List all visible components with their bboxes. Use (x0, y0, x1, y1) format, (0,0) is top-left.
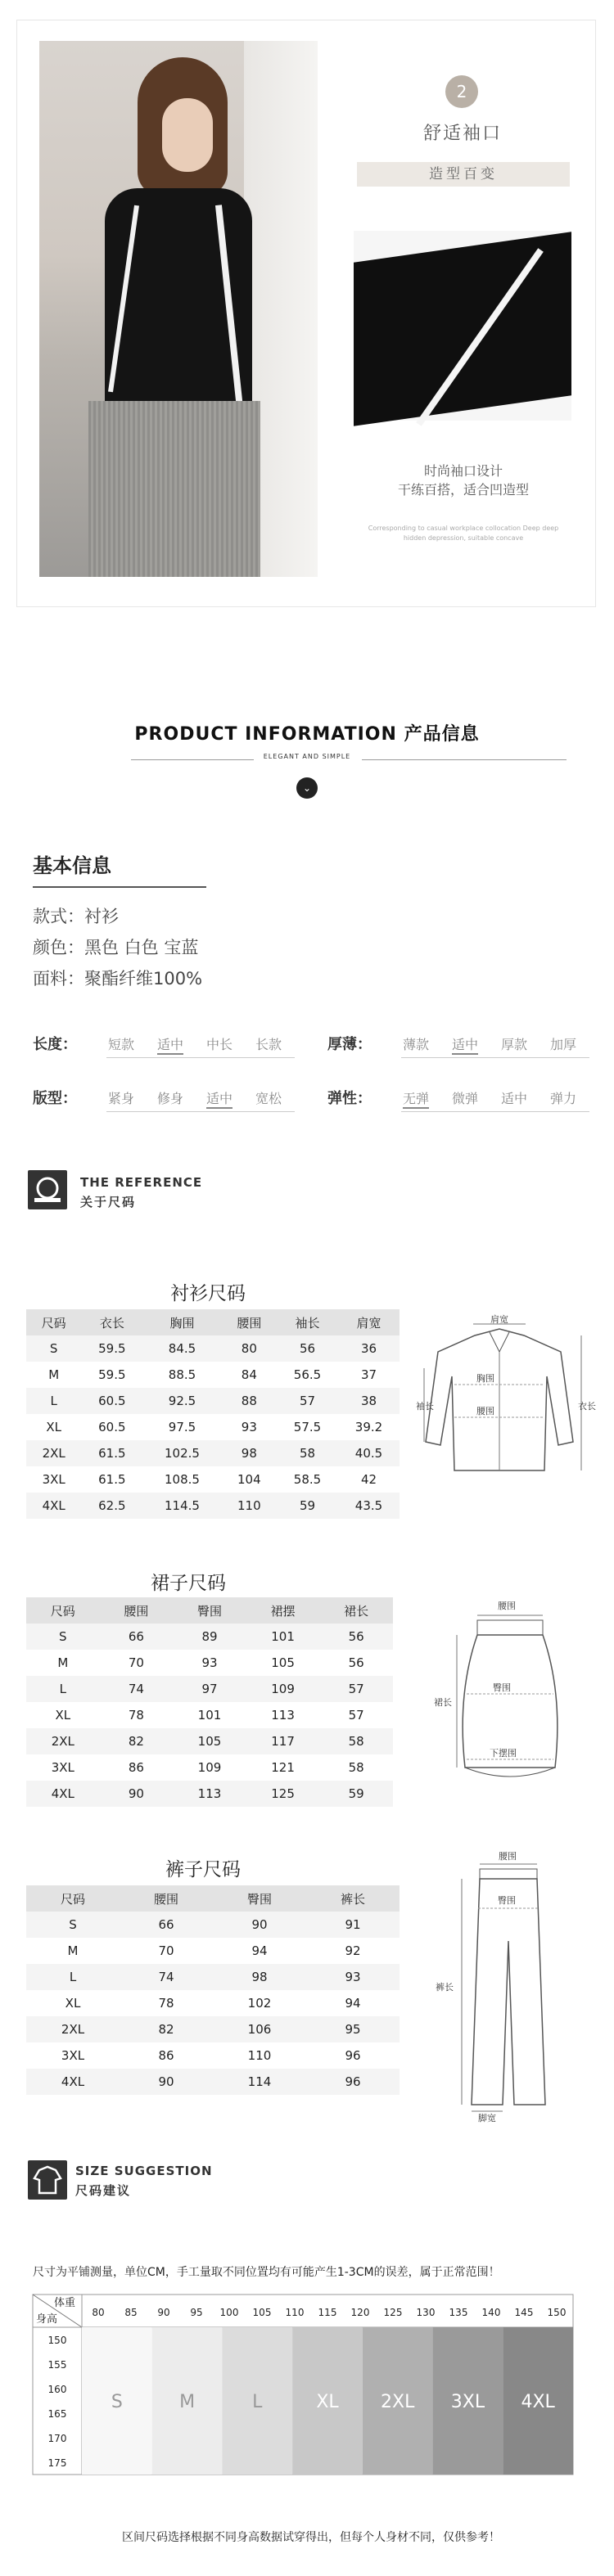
diagram-label: 袖长 (416, 1401, 434, 1412)
table-row (26, 1938, 400, 1964)
size-band-label: 2XL (381, 2392, 415, 2412)
table-cell: S (26, 1912, 120, 1938)
table-cell: XL (26, 1414, 81, 1440)
column-header: 腰围 (120, 1885, 213, 1912)
table-cell: 66 (120, 1912, 213, 1938)
table-row (26, 1728, 393, 1754)
divider (106, 1111, 295, 1112)
table-cell: 39.2 (338, 1414, 400, 1440)
weight-label: 120 (350, 2307, 370, 2318)
weight-label: 80 (92, 2307, 105, 2318)
table-row (26, 1493, 400, 1519)
product-info-subtitle: ELEGANT AND SIMPLE (263, 753, 351, 760)
diagram-label: 裙长 (434, 1697, 452, 1708)
table-cell: M (26, 1938, 120, 1964)
table-cell: XL (26, 1702, 100, 1728)
attribute-option: 弹力 (550, 1091, 577, 1106)
divider (401, 1111, 589, 1112)
diagram-label: 臀围 (493, 1682, 511, 1693)
table-cell: 92.5 (142, 1388, 221, 1414)
feature-tiny-text: Corresponding to casual workplace collocation Deep deep hidden depression, suitable concave (368, 525, 559, 542)
weight-label: 115 (318, 2307, 337, 2318)
table-cell: 90 (100, 1781, 174, 1807)
divider (106, 1057, 295, 1058)
size-suggestion-grid (33, 2295, 573, 2499)
table-cell: 113 (246, 1702, 320, 1728)
attribute-option: 宽松 (255, 1091, 282, 1106)
height-label: 165 (47, 2408, 67, 2420)
attribute-label: 弹性： (327, 1090, 372, 1107)
table-cell: 98 (213, 1964, 306, 1990)
table-cell: 40.5 (338, 1440, 400, 1466)
table-cell: 84 (222, 1362, 277, 1388)
table-cell: 101 (246, 1624, 320, 1650)
diagram-label: 腰围 (499, 1851, 517, 1862)
table-cell: 4XL (26, 1493, 81, 1519)
table-row (26, 1335, 400, 1362)
divider (401, 1057, 589, 1058)
table-row (26, 1754, 393, 1781)
column-header: 尺码 (26, 1885, 120, 1912)
model-photo (39, 41, 318, 577)
skirt-size-table (26, 1597, 393, 1807)
table-header-row (26, 1597, 393, 1624)
weight-label: 150 (547, 2307, 567, 2318)
table-row (26, 1781, 393, 1807)
table-cell: 90 (120, 2069, 213, 2095)
table-cell: 109 (246, 1676, 320, 1702)
table-cell: 95 (306, 2016, 400, 2042)
attribute-option: 微弹 (452, 1091, 479, 1106)
photo-face (162, 98, 213, 172)
column-header: 尺码 (26, 1309, 81, 1335)
size-band-label: M (179, 2392, 196, 2412)
table-row (26, 2016, 400, 2042)
table-cell: 56 (277, 1335, 338, 1362)
diagram-label: 胸围 (476, 1373, 494, 1384)
height-label: 170 (47, 2433, 67, 2444)
basic-style: 款式：衬衫 (33, 907, 119, 926)
table-cell: 70 (120, 1938, 213, 1964)
reference-note: 区间尺码选择根据不同身高数据试穿得出，但每个人身材不同，仅供参考！ (122, 2531, 500, 2544)
weight-label: 90 (157, 2307, 170, 2318)
table-cell: 86 (100, 1754, 174, 1781)
divider (362, 759, 567, 760)
table-cell: S (26, 1624, 100, 1650)
table-row (26, 1702, 393, 1728)
cuff-black-sleeve (354, 232, 571, 426)
table-header-row (26, 1309, 400, 1335)
column-header: 裤长 (306, 1885, 400, 1912)
hanger-shirt-icon (28, 2160, 67, 2200)
diagram-label: 下摆围 (490, 1748, 517, 1759)
divider (131, 759, 254, 760)
table-cell: 62.5 (81, 1493, 142, 1519)
table-cell: 102 (213, 1990, 306, 2016)
attribute-option: 适中 (157, 1034, 183, 1055)
column-header: 袖长 (277, 1309, 338, 1335)
weight-label: 125 (383, 2307, 403, 2318)
table-cell: 2XL (26, 1728, 100, 1754)
table-row (26, 1964, 400, 1990)
table-cell: 97 (173, 1676, 246, 1702)
table-cell: 94 (306, 1990, 400, 2016)
table-row (26, 2042, 400, 2069)
diagram-label: 臀围 (498, 1895, 516, 1906)
column-header: 尺码 (26, 1597, 100, 1624)
table-cell: 61.5 (81, 1466, 142, 1493)
table-cell: 92 (306, 1938, 400, 1964)
table-cell: 58 (319, 1728, 393, 1754)
table-cell: 3XL (26, 2042, 120, 2069)
attribute-fit (33, 1083, 295, 1116)
table-cell: 60.5 (81, 1414, 142, 1440)
table-cell: 43.5 (338, 1493, 400, 1519)
table-cell: 70 (100, 1650, 174, 1676)
table-cell: 96 (306, 2069, 400, 2095)
table-cell: 102.5 (142, 1440, 221, 1466)
chevron-down-icon[interactable]: ⌄ (296, 777, 318, 799)
reference-subtitle: 关于尺码 (80, 1195, 137, 1209)
column-header: 臀围 (213, 1885, 306, 1912)
height-label: 175 (47, 2457, 67, 2469)
table-cell: 37 (338, 1362, 400, 1388)
table-cell: 104 (222, 1466, 277, 1493)
attribute-option: 薄款 (403, 1037, 430, 1052)
table-cell: 84.5 (142, 1335, 221, 1362)
basic-color: 颜色：黑色 白色 宝蓝 (33, 938, 199, 957)
tape-measure-icon (28, 1170, 67, 1209)
table-cell: 89 (173, 1624, 246, 1650)
table-cell: 2XL (26, 1440, 81, 1466)
table-cell: 4XL (26, 2069, 120, 2095)
weight-label: 110 (285, 2307, 305, 2318)
table-row (26, 1414, 400, 1440)
table-cell: 74 (120, 1964, 213, 1990)
table-cell: 38 (338, 1388, 400, 1414)
table-row (26, 1388, 400, 1414)
attribute-option: 无弹 (403, 1088, 429, 1109)
attribute-option: 适中 (452, 1034, 478, 1055)
skirt-table-title: 裙子尺码 (151, 1573, 226, 1594)
attribute-label: 版型： (33, 1090, 77, 1107)
table-row (26, 1624, 393, 1650)
table-row (26, 1362, 400, 1388)
size-suggestion-subtitle: 尺码建议 (75, 2183, 132, 2198)
table-cell: 109 (173, 1754, 246, 1781)
diagram-label: 衣长 (578, 1401, 596, 1412)
attribute-option: 适中 (501, 1091, 528, 1106)
attribute-label: 长度： (33, 1036, 77, 1053)
table-cell: 56 (319, 1624, 393, 1650)
table-cell: 90 (213, 1912, 306, 1938)
attribute-label: 厚薄： (327, 1036, 372, 1053)
table-cell: 88.5 (142, 1362, 221, 1388)
table-row (26, 2069, 400, 2095)
attribute-option: 厚款 (501, 1037, 528, 1052)
pants-diagram (431, 1851, 586, 2121)
diagram-label: 肩宽 (490, 1314, 508, 1325)
corner-height-label: 身高 (36, 2313, 58, 2326)
attribute-option: 短款 (108, 1037, 135, 1052)
table-cell: M (26, 1362, 81, 1388)
weight-label: 105 (252, 2307, 272, 2318)
table-cell: 57 (277, 1388, 338, 1414)
table-cell: L (26, 1388, 81, 1414)
table-cell: 98 (222, 1440, 277, 1466)
table-cell: 93 (173, 1650, 246, 1676)
table-cell: 88 (222, 1388, 277, 1414)
diagram-label: 腰围 (476, 1406, 494, 1416)
table-cell: 91 (306, 1912, 400, 1938)
basic-fabric: 面料：聚酯纤维100% (33, 969, 203, 989)
table-cell: 56.5 (277, 1362, 338, 1388)
table-cell: 4XL (26, 1781, 100, 1807)
table-cell: 59 (277, 1493, 338, 1519)
table-cell: L (26, 1676, 100, 1702)
size-suggestion-title: SIZE SUGGESTION (75, 2164, 213, 2178)
table-cell: 57.5 (277, 1414, 338, 1440)
table-cell: XL (26, 1990, 120, 2016)
table-cell: 101 (173, 1702, 246, 1728)
attribute-elasticity (327, 1083, 589, 1116)
table-cell: 97.5 (142, 1414, 221, 1440)
column-header: 腰围 (222, 1309, 277, 1335)
table-cell: 74 (100, 1676, 174, 1702)
column-header: 裙摆 (246, 1597, 320, 1624)
table-cell: 93 (306, 1964, 400, 1990)
table-cell: 121 (246, 1754, 320, 1781)
table-cell: 117 (246, 1728, 320, 1754)
table-cell: 59.5 (81, 1362, 142, 1388)
table-cell: 61.5 (81, 1440, 142, 1466)
feature-desc-line2: 干练百搭，适合凹造型 (397, 482, 529, 498)
table-row (26, 1466, 400, 1493)
product-info-title: PRODUCT INFORMATION 产品信息 (134, 724, 480, 745)
height-label: 155 (47, 2359, 67, 2371)
size-band-label: L (252, 2392, 263, 2412)
weight-label: 85 (124, 2307, 138, 2318)
table-cell: 93 (222, 1414, 277, 1440)
table-cell: 57 (319, 1702, 393, 1728)
feature-title: 舒适袖口 (422, 124, 502, 144)
table-cell: 3XL (26, 1466, 81, 1493)
shirt-table-title: 衬衫尺码 (170, 1283, 246, 1304)
table-row (26, 1440, 400, 1466)
table-cell: 108.5 (142, 1466, 221, 1493)
attribute-option: 长款 (255, 1037, 282, 1052)
reference-title: THE REFERENCE (80, 1175, 203, 1190)
height-label: 150 (47, 2335, 67, 2346)
table-cell: 57 (319, 1676, 393, 1702)
weight-label: 95 (190, 2307, 203, 2318)
table-cell: 58.5 (277, 1466, 338, 1493)
table-cell: 96 (306, 2042, 400, 2069)
table-cell: 78 (100, 1702, 174, 1728)
feature-number-badge: 2 (445, 75, 478, 108)
table-cell: 59.5 (81, 1335, 142, 1362)
table-cell: 78 (120, 1990, 213, 2016)
diagram-label: 裤长 (436, 1982, 454, 1993)
table-cell: L (26, 1964, 120, 1990)
column-header: 腰围 (100, 1597, 174, 1624)
size-band-label: XL (316, 2392, 339, 2412)
table-cell: S (26, 1335, 81, 1362)
attribute-option: 适中 (206, 1088, 233, 1109)
skirt-diagram (432, 1596, 588, 1792)
pants-size-table (26, 1885, 400, 2095)
attribute-option: 修身 (157, 1091, 184, 1106)
attribute-thickness (327, 1029, 589, 1062)
measurement-note: 尺寸为平铺测量，单位CM，手工量取不同位置均有可能产生1-3CM的误差，属于正常范围！ (33, 2266, 500, 2279)
table-cell: 58 (277, 1440, 338, 1466)
table-cell: 110 (213, 2042, 306, 2069)
weight-label: 130 (416, 2307, 436, 2318)
pants-table-title: 裤子尺码 (165, 1859, 241, 1880)
table-cell: 58 (319, 1754, 393, 1781)
shirt-diagram (416, 1314, 596, 1483)
corner-weight-label: 体重 (53, 2297, 75, 2309)
diagram-label: 腰围 (498, 1601, 516, 1611)
table-row (26, 1912, 400, 1938)
attribute-option: 中长 (206, 1037, 233, 1052)
table-cell: 66 (100, 1624, 174, 1650)
feature-band: 造型百变 (357, 162, 570, 187)
photo-gray-skirt (88, 401, 260, 577)
divider (33, 886, 206, 888)
attribute-length (33, 1029, 295, 1062)
table-cell: 42 (338, 1466, 400, 1493)
column-header: 肩宽 (338, 1309, 400, 1335)
weight-label: 145 (514, 2307, 534, 2318)
table-cell: 105 (173, 1728, 246, 1754)
shirt-size-table (26, 1309, 400, 1519)
attribute-option: 紧身 (108, 1091, 135, 1106)
weight-label: 100 (219, 2307, 239, 2318)
column-header: 臀围 (173, 1597, 246, 1624)
table-cell: 3XL (26, 1754, 100, 1781)
table-cell: 114 (213, 2069, 306, 2095)
table-cell: 56 (319, 1650, 393, 1676)
table-cell: 36 (338, 1335, 400, 1362)
weight-label: 140 (481, 2307, 501, 2318)
attribute-option: 加厚 (550, 1037, 577, 1052)
cuff-detail-photo (354, 231, 571, 421)
table-cell: 82 (100, 1728, 174, 1754)
column-header: 裙长 (319, 1597, 393, 1624)
table-cell: 105 (246, 1650, 320, 1676)
table-cell: 114.5 (142, 1493, 221, 1519)
table-cell: M (26, 1650, 100, 1676)
table-row (26, 1990, 400, 2016)
table-cell: 110 (222, 1493, 277, 1519)
table-header-row (26, 1885, 400, 1912)
size-band-label: S (111, 2392, 123, 2412)
height-label: 160 (47, 2384, 67, 2395)
basic-info-title: 基本信息 (33, 854, 111, 877)
size-band-label: 4XL (521, 2392, 555, 2412)
column-header: 胸围 (142, 1309, 221, 1335)
table-cell: 80 (222, 1335, 277, 1362)
size-band-label: 3XL (450, 2392, 485, 2412)
table-cell: 106 (213, 2016, 306, 2042)
diagram-label: 脚宽 (478, 2113, 496, 2123)
table-cell: 60.5 (81, 1388, 142, 1414)
table-row (26, 1650, 393, 1676)
table-cell: 82 (120, 2016, 213, 2042)
table-cell: 59 (319, 1781, 393, 1807)
weight-label: 135 (449, 2307, 468, 2318)
table-cell: 125 (246, 1781, 320, 1807)
table-cell: 86 (120, 2042, 213, 2069)
table-cell: 113 (173, 1781, 246, 1807)
table-row (26, 1676, 393, 1702)
table-cell: 2XL (26, 2016, 120, 2042)
column-header: 衣长 (81, 1309, 142, 1335)
feature-desc-line1: 时尚袖口设计 (423, 463, 503, 479)
table-cell: 94 (213, 1938, 306, 1964)
